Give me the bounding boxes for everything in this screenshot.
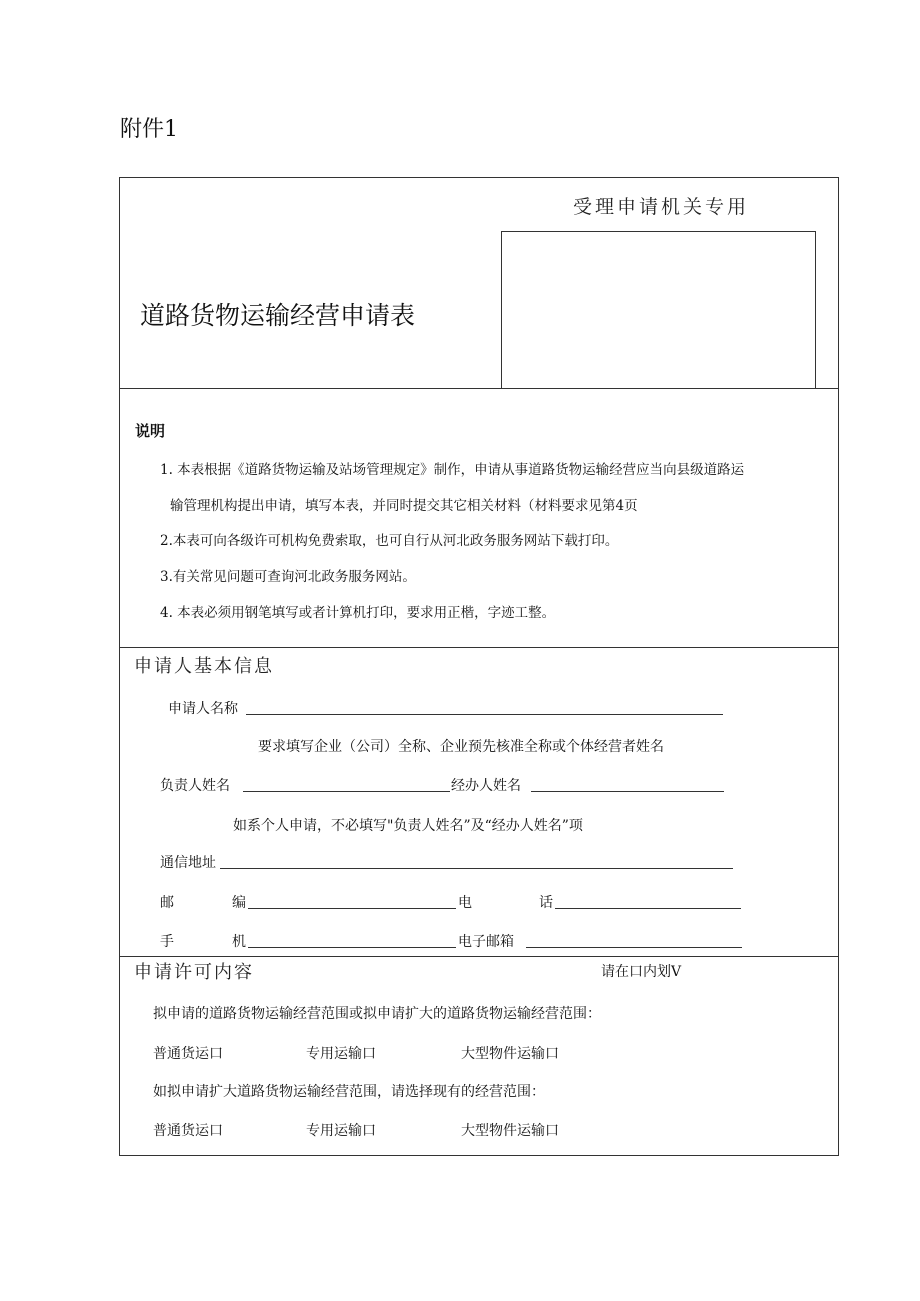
existing-option-special-transport[interactable]: 专用运输口 [306, 1123, 376, 1139]
applicant-name-label: 申请人名称 [168, 701, 238, 717]
mobile-field[interactable] [248, 947, 456, 948]
postcode-label-char: 邮 [160, 895, 174, 911]
form-title: 道路货物运输经营申请表 [140, 301, 416, 330]
handler-name-field[interactable] [531, 791, 724, 792]
personal-application-hint: 如系个人申请，不必填写"负责人姓名”及“经办人姓名”项 [233, 818, 583, 834]
divider-header [120, 388, 838, 389]
mobile-label-char: 机 [232, 934, 246, 950]
existing-scope-question: 如拟申请扩大道路货物运输经营范围，请选择现有的经营范围： [153, 1084, 545, 1100]
email-field[interactable] [526, 947, 742, 948]
email-label: 电子邮箱 [458, 934, 514, 950]
attachment-label: 附件1 [120, 117, 178, 142]
existing-option-general-freight[interactable]: 普通货运口 [153, 1123, 223, 1139]
applicant-name-field[interactable] [246, 714, 723, 715]
notes-title: 说明 [135, 422, 166, 440]
option-large-cargo[interactable]: 大型物件运输口 [461, 1046, 559, 1062]
option-special-transport[interactable]: 专用运输口 [306, 1046, 376, 1062]
option-general-freight[interactable]: 普通货运口 [153, 1046, 223, 1062]
phone-label-char: 电 [458, 895, 472, 911]
phone-field[interactable] [555, 908, 741, 909]
applicant-name-hint: 要求填写企业（公司）全称、企业预先核准全称或个体经营者姓名 [258, 739, 664, 755]
section-permit-title: 申请许可内容 [134, 962, 254, 983]
divider-applicant [120, 956, 838, 957]
office-use-box [501, 231, 816, 389]
divider-notes [120, 647, 838, 648]
address-label: 通信地址 [160, 855, 216, 871]
office-use-label: 受理申请机关专用 [573, 196, 750, 218]
note-item: 4. 本表必须用钢笔填写或者计算机打印，要求用正楷，字迹工整。 [160, 605, 556, 621]
address-field[interactable] [220, 868, 733, 869]
mobile-label-char: 手 [160, 934, 174, 950]
principal-name-field[interactable] [243, 791, 450, 792]
note-item: 3.有关常见问题可查询河北政务服务网站。 [160, 569, 416, 585]
postcode-label-char: 编 [232, 895, 246, 911]
note-item: 1. 本表根据《道路货物运输及站场管理规定》制作，申请从事道路货物运输经营应当向县级道路运 [160, 462, 745, 478]
application-form [119, 177, 839, 1156]
principal-name-label: 负责人姓名 [160, 778, 230, 794]
phone-label-char: 话 [539, 895, 553, 911]
existing-option-large-cargo[interactable]: 大型物件运输口 [461, 1123, 559, 1139]
handler-name-label: 经办人姓名 [451, 778, 521, 794]
scope-question: 拟申请的道路货物运输经营范围或拟申请扩大的道路货物运输经营范围： [153, 1006, 601, 1022]
permit-instruction: 请在口内划V [601, 964, 682, 980]
postcode-field[interactable] [248, 908, 456, 909]
note-item: 2.本表可向各级许可机构免费索取，也可自行从河北政务服务网站下载打印。 [160, 533, 619, 549]
section-applicant-title: 申请人基本信息 [134, 656, 274, 677]
note-item: 输管理机构提出申请，填写本表，并同时提交其它相关材料（材料要求见第4页 [170, 498, 638, 514]
